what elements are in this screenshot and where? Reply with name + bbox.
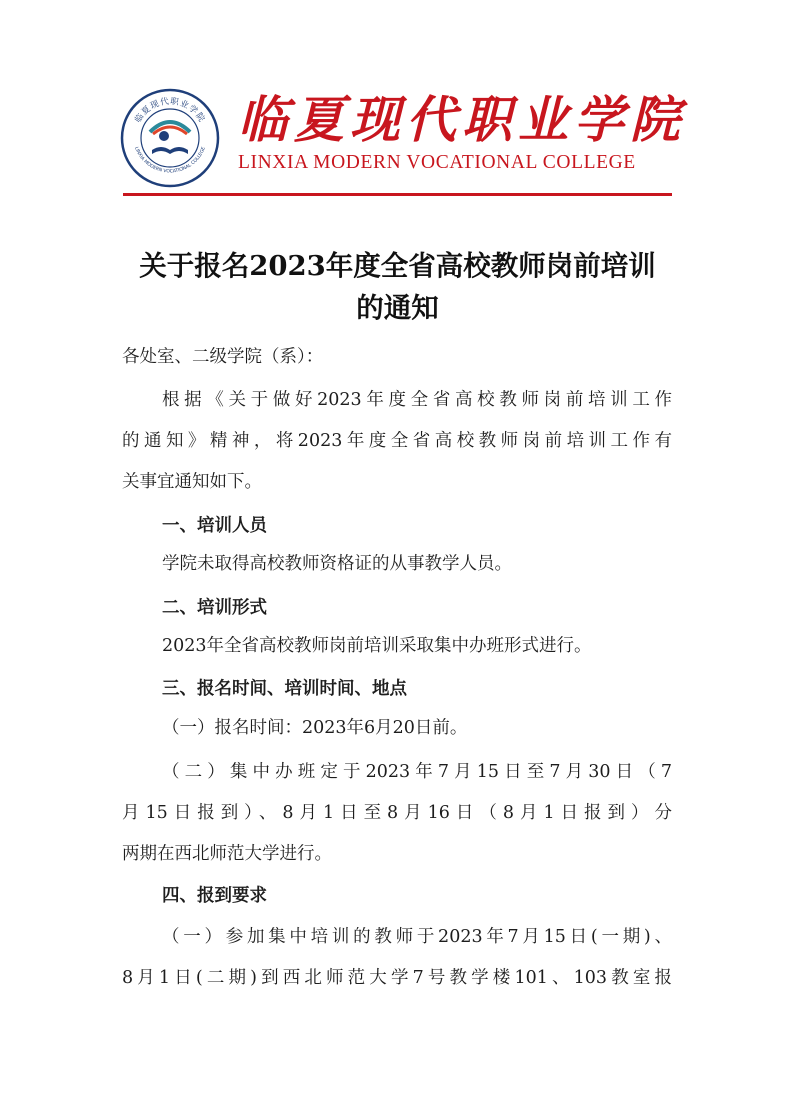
seal-text-en: LINXIA MODERN VOCATIONAL COLLEGE — [133, 146, 207, 175]
section-heading: 一、培训人员 — [162, 516, 267, 536]
section-text: 月15日报到）、8月1日至8月16日（8月1日报到）分 — [122, 803, 672, 823]
document-title — [110, 245, 685, 329]
title-line-2: 的通知 — [356, 292, 439, 324]
section-text: （一）报名时间：2023年6月20日前。 — [162, 718, 468, 738]
salutation: 各处室、二级学院（系）： — [122, 347, 324, 367]
intro-line: 根据《关于做好2023年度全省高校教师岗前培训工作 — [162, 390, 672, 410]
college-name-en: LINXIA MODERN VOCATIONAL COLLEGE — [238, 152, 636, 173]
section-text: 两期在西北师范大学进行。 — [122, 844, 332, 864]
section-heading: 二、培训形式 — [162, 598, 267, 618]
intro-line: 的通知》精神，将2023年度全省高校教师岗前培训工作有 — [122, 431, 672, 451]
section-text: 8月1日(二期)到西北师范大学7号教学楼101、103教室报 — [122, 968, 672, 988]
section-heading: 四、报到要求 — [162, 886, 267, 906]
section-heading: 三、报名时间、培训时间、地点 — [162, 679, 407, 699]
section-text: 学院未取得高校教师资格证的从事教学人员。 — [162, 554, 512, 574]
intro-line: 关事宜通知如下。 — [122, 472, 262, 492]
header-divider — [123, 193, 672, 196]
college-seal-logo — [120, 88, 220, 188]
college-name-cn: 临夏现代职业学院 — [238, 90, 686, 149]
letterhead — [120, 88, 686, 200]
title-line-1: 关于报名2023年度全省高校教师岗前培训 — [139, 250, 656, 282]
section-text: 2023年全省高校教师岗前培训采取集中办班形式进行。 — [162, 636, 592, 656]
seal-text-cn: 临夏现代职业学院 — [133, 96, 207, 125]
section-text: （二）集中办班定于2023年7月15日至7月30日（7 — [162, 762, 672, 782]
section-text: （一）参加集中培训的教师于2023年7月15日(一期)、 — [162, 927, 672, 947]
